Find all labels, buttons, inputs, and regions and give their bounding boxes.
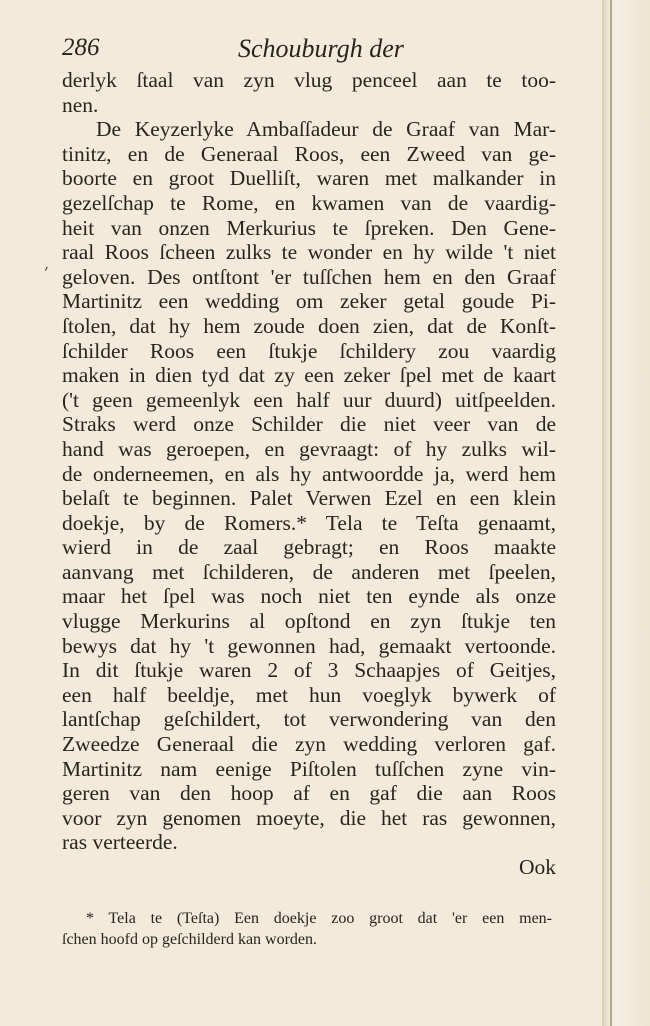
text-line: ſtolen, dat hy hem zoude doen zien, dat de Konſt- [62,313,556,338]
text-line: hand was geroepen, en gevraagt: of hy zulks wil- [62,436,556,461]
text-line: boorte en groot Duelliſt, waren met malkander in [62,166,556,191]
text-line: vlugge Merkurins al opſtond en zyn ſtukje ten [62,609,556,634]
text-line: geren van den hoop af en gaf die aan Roos [62,781,556,806]
text-line: gezelſchap te Rome, en kwamen van de vaardig- [62,190,556,215]
text-line: nen. [62,92,99,117]
text-line: Zweedze Generaal die zyn wedding verloren gaf. [62,732,556,757]
body-text [62,68,556,880]
footnote-line: * Tela te (Teſta) Een doekje zoo groot dat 'er een men- [86,910,552,927]
page-edge [602,0,650,1026]
text-line: maar het ſpel was noch niet ten eynde als onze [62,584,556,609]
text-line: Martinitz nam eenige Piſtolen tuſſchen zyne vin- [62,756,556,781]
running-title: Schouburgh der [238,34,404,63]
text-line: derlyk ſtaal van zyn vlug penceel aan te too- [62,68,556,92]
text-line: De Keyzerlyke Ambaſſadeur de Graaf van Mar- [96,117,556,142]
text-line: doekje, by de Romers.* Tela te Teſta genaamt, [62,510,556,535]
catchword: Ook [518,855,556,879]
page-number: 286 [62,34,100,61]
page-fold-line [610,0,612,1026]
text-line: ras verteerde. [62,830,178,855]
text-line: Martinitz een wedding om zeker getal goude Pi- [62,289,556,314]
text-line: belaſt te beginnen. Palet Verwen Ezel en een klein [62,486,556,511]
text-line: maken in dien tyd dat zy een zeker ſpel met de kaart [62,363,556,388]
text-line: bewys dat hy 't gewonnen had, gemaakt vertoonde. [62,633,556,658]
margin-mark: , [44,254,50,273]
text-line: ('t geen gemeenlyk een half uur duurd) uitſpeelden. [62,387,556,412]
text-line: de onderneemen, en als hy antwoordde ja, werd hem [62,461,556,486]
text-line: een half beeldje, met hun voeglyk bywerk of [62,682,556,707]
footnote-line: ſchen hoofd op geſchilderd kan worden. [62,931,318,948]
text-line: wierd in de zaal gebragt; en Roos maakte [62,535,556,560]
footnote [62,908,552,950]
text-line: tinitz, en de Generaal Roos, een Zweed van ge- [62,141,556,166]
text-line: heit van onzen Merkurius te ſpreken. Den Gene- [62,215,556,240]
text-line: aanvang met ſchilderen, de anderen met ſpeelen, [62,559,556,584]
text-line: ſchilder Roos een ſtukje ſchildery zou vaardig [62,338,556,363]
text-line: raal Roos ſcheen zulks te wonder en hy wilde 't niet [62,240,556,265]
text-line: lantſchap geſchildert, tot verwondering van den [62,707,556,732]
text-line: voor zyn genomen moeyte, die het ras gewonnen, [62,805,556,830]
text-line: In dit ſtukje waren 2 of 3 Schaapjes of Geitjes, [62,658,556,683]
text-line: geloven. Des ontſtont 'er tuſſchen hem en den Graaf [62,264,556,289]
text-line: Straks werd onze Schilder die niet veer van de [62,412,556,437]
page-header [62,34,582,70]
